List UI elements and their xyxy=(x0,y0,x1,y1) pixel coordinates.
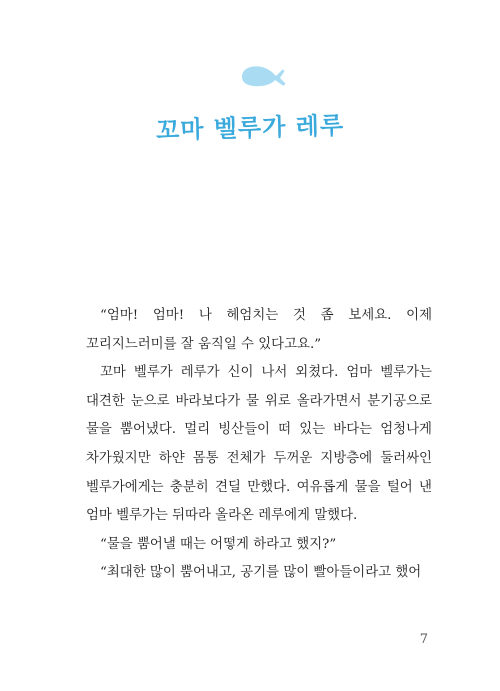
paragraph: “최대한 많이 뿜어내고, 공기를 많이 빨아들이라고 했어 xyxy=(100,565,422,581)
paragraph: 꼬마 벨루가 레루가 신이 나서 외쳤다. 엄마 벨루가는 대견한 눈으로 바라보다가 물 위로 올라가면서 분기공으로 물을 뿜어냈다. 멀리 빙산들이 떠 있는 바다는 엄청나게 차가웠지만 하얀 몸통 전체가 두꺼운 지방층에 둘러싸인 벨루가에게는 충분히 견딜 만했다. 여유롭게 물을 털어 낸 엄마 벨루가는 뒤따라 올라온 레루에게 말했다. xyxy=(86,365,432,524)
paragraph: “엄마! 엄마! 나 헤엄치는 것 좀 보세요. 이제 꼬리지느러미를 잘 움직일 수 있다고요.” xyxy=(86,308,432,352)
chapter-title: 꼬마 벨루가 레루 xyxy=(155,111,345,145)
whale-icon xyxy=(240,60,286,90)
page-number: 7 xyxy=(419,632,428,647)
story-text xyxy=(86,302,432,588)
paragraph: “물을 뿜어낼 때는 어떻게 하라고 했지?” xyxy=(100,536,337,552)
